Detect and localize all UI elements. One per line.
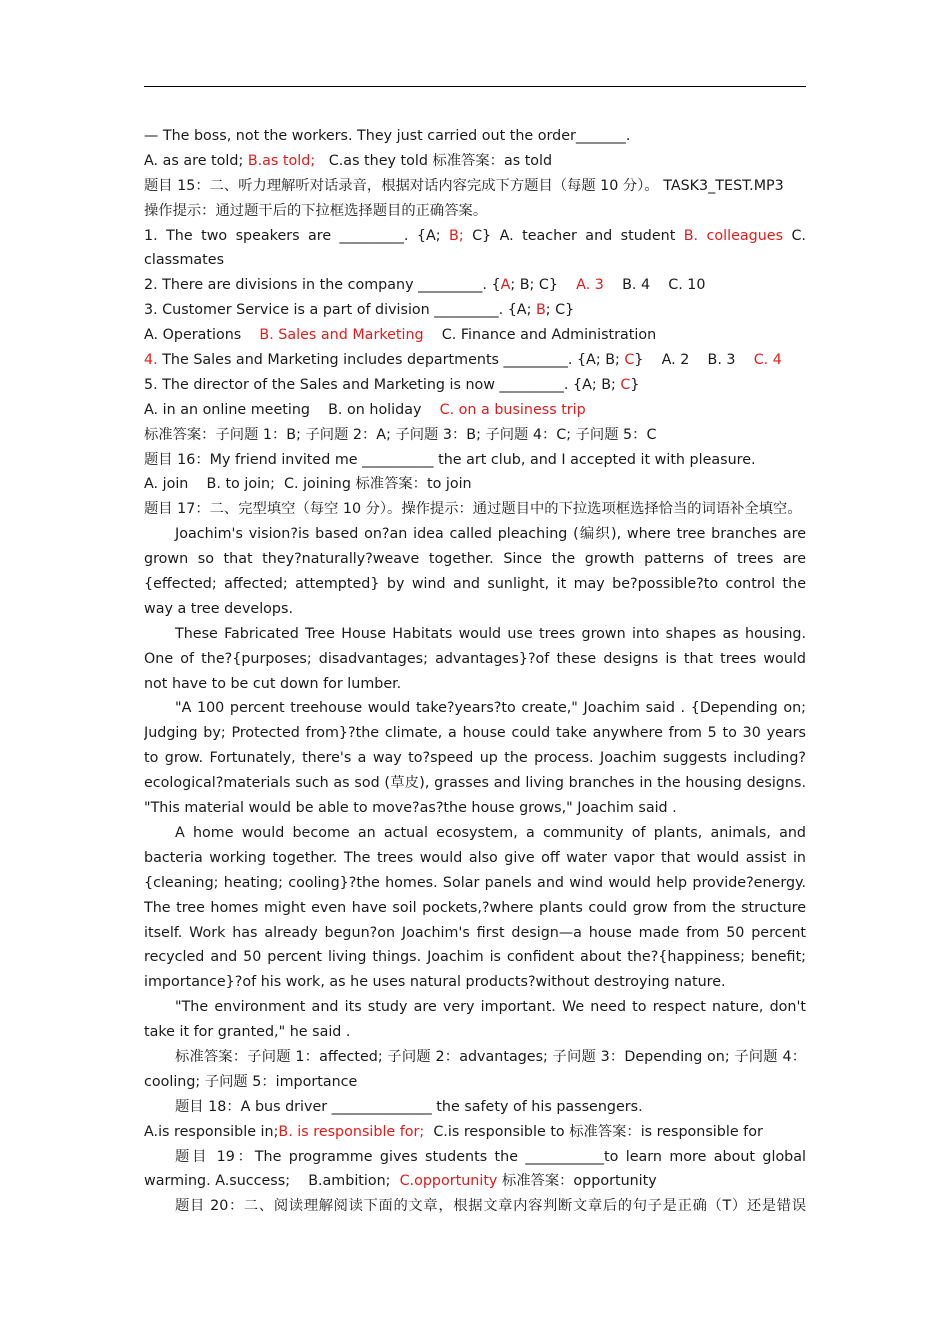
text-span: } <box>630 376 640 393</box>
text-span: The tree homes might even have soil pockets,?where plants could grow from the structure <box>144 899 806 916</box>
text-span: way a tree develops. <box>144 600 293 617</box>
text-line <box>144 995 806 1020</box>
text-span: C.as they told 标准答案：as told <box>315 152 553 169</box>
text-line <box>144 448 806 473</box>
answer-highlight: C <box>620 376 631 393</box>
text-span: take it for granted," he said . <box>144 1024 351 1041</box>
text-line <box>144 1095 806 1120</box>
text-span: 2. There are divisions in the company _________. { <box>144 277 501 294</box>
text-span: 题目 20：二、阅读理解阅读下面的文章，根据文章内容判断文章后的句子是正确（T）还是错误 <box>175 1198 806 1215</box>
answer-highlight: B.as told; <box>247 152 316 169</box>
text-span: 5. The director of the Sales and Marketing is now _________. {A; B; <box>144 376 621 393</box>
text-span: Judging by; Protected from}?the climate, a house could take anywhere from 5 to 30 years <box>144 725 806 742</box>
text-span: 1. The two speakers are _________. {A; <box>144 227 450 244</box>
text-span: A. Operations <box>144 327 260 344</box>
text-span: {effected; affected; attempted} by wind and sunlight, it may be?possible?to control the <box>144 576 806 593</box>
text-line <box>144 970 806 995</box>
text-line <box>144 199 806 224</box>
text-span: } A. 2 B. 3 <box>634 352 754 369</box>
text-span: Joachim's vision?is based on?an idea called pleaching (编织), where tree branches are <box>175 526 806 543</box>
text-span: 3. Customer Service is a part of division _________. {A; <box>144 302 536 319</box>
text-span: "This material would be able to move?as?the house grows," Joachim said . <box>144 800 677 817</box>
text-line <box>144 796 806 821</box>
text-line <box>144 547 806 572</box>
text-span: "A 100 percent treehouse would take?years?to create," Joachim said . {Depending on; <box>175 700 806 717</box>
text-span: 标准答案：子问题 1：affected; 子问题 2：advantages; 子问题 3：Depending on; 子问题 4： <box>175 1048 806 1065</box>
answer-highlight: C. on a business trip <box>439 401 586 418</box>
answer-highlight: B. is responsible for; <box>278 1123 425 1140</box>
text-span: {cleaning; heating; cooling}?the homes. Solar panels and wind would help provide?energy. <box>144 874 806 891</box>
text-span: 题目 18：A bus driver ______________ the safety of his passengers. <box>175 1098 643 1115</box>
text-line <box>144 572 806 597</box>
text-line <box>144 647 806 672</box>
text-line <box>144 298 806 323</box>
text-span: ecological?materials such as sod (草皮), grasses and living branches in the housing designs. <box>144 775 806 792</box>
answer-highlight: B. colleagues <box>683 227 784 244</box>
answer-highlight: B. Sales and Marketing <box>259 327 424 344</box>
answer-highlight: A. 3 <box>576 277 604 294</box>
text-span: C} A. teacher and student <box>463 227 684 244</box>
text-line <box>144 696 806 721</box>
text-line <box>144 224 806 249</box>
document-body <box>144 124 806 1219</box>
text-span: These Fabricated Tree House Habitats would use trees grown into shapes as housing. <box>175 625 806 642</box>
text-line <box>144 273 806 298</box>
text-span: itself. Work has already begun?on Joachim's first design—a house made from 50 percent <box>144 924 806 941</box>
text-line <box>144 423 806 448</box>
text-span: grown so that they?naturally?weave together. Since the growth patterns of trees are <box>144 551 806 568</box>
text-line <box>144 174 806 199</box>
text-line <box>144 323 806 348</box>
text-span: 操作提示：通过题干后的下拉框选择题目的正确答案。 <box>144 202 488 219</box>
text-span: importance}?of his work, as he uses natural products?without destroying nature. <box>144 974 726 991</box>
text-line <box>144 597 806 622</box>
text-span: A. join B. to join; C. joining 标准答案：to join <box>144 476 472 493</box>
text-span: "The environment and its study are very important. We need to respect nature, don't <box>175 999 806 1016</box>
answer-highlight: A <box>500 277 511 294</box>
text-span: A. in an online meeting B. on holiday <box>144 401 440 418</box>
text-line <box>144 846 806 871</box>
text-span: One of the?{purposes; disadvantages; advantages}?of these designs is that trees would <box>144 650 806 667</box>
text-span: — The boss, not the workers. They just carried out the order_______. <box>144 128 631 144</box>
text-line <box>144 921 806 946</box>
text-span: C.is responsible to 标准答案：is responsible for <box>424 1123 763 1140</box>
text-span: not have to be cut down for lumber. <box>144 675 402 692</box>
text-line <box>144 373 806 398</box>
text-span: 题目 16：My friend invited me __________ the art club, and I accepted it with pleasure. <box>144 451 756 468</box>
text-line <box>144 497 806 522</box>
text-line <box>144 1145 806 1170</box>
text-span: warming. A.success; B.ambition; <box>144 1173 400 1190</box>
text-span: A.is responsible in; <box>144 1123 279 1140</box>
answer-highlight: B <box>535 302 546 319</box>
text-line <box>144 1120 806 1145</box>
answer-highlight: C <box>624 352 635 369</box>
answer-highlight: C. 4 <box>753 352 782 369</box>
text-span: 题目 15：二、听力理解听对话录音，根据对话内容完成下方题目（每题 10 分）。 TASK3_TEST.MP3 <box>144 177 784 194</box>
text-line <box>144 721 806 746</box>
text-line <box>144 821 806 846</box>
text-span: C. <box>783 227 806 244</box>
text-span: 标准答案：opportunity <box>497 1173 657 1190</box>
text-span: ; C} <box>545 302 575 319</box>
answer-highlight: B; <box>449 227 464 244</box>
text-span: B. 4 C. 10 <box>603 277 706 294</box>
text-span: 题目 19：The programme gives students the ___________to learn more about global <box>175 1148 806 1165</box>
text-span: recycled and 50 percent living things. Joachim is confident about the?{happiness; benefit; <box>144 949 806 966</box>
answer-highlight: C.opportunity <box>399 1173 498 1190</box>
text-line <box>144 149 806 174</box>
text-line <box>144 672 806 697</box>
text-span: 标准答案：子问题 1：B; 子问题 2：A; 子问题 3：B; 子问题 4：C; 子问题 5：C <box>144 426 657 443</box>
text-span: bacteria working together. The trees would also give off water vapor that would assist in <box>144 849 806 866</box>
text-line <box>144 348 806 373</box>
text-line <box>144 622 806 647</box>
header-rule <box>144 86 806 87</box>
text-line <box>144 1020 806 1045</box>
text-span: A home would become an actual ecosystem, a community of plants, animals, and <box>175 824 806 841</box>
text-span: ; B; C} <box>510 277 577 294</box>
text-line <box>144 896 806 921</box>
text-line <box>144 522 806 547</box>
text-line <box>144 1045 806 1070</box>
text-span: cooling; 子问题 5：importance <box>144 1073 358 1090</box>
answer-highlight: 4. <box>144 352 158 369</box>
text-span: The Sales and Marketing includes departments _________. {A; B; <box>157 352 625 369</box>
text-line <box>144 945 806 970</box>
text-span: 题目 17：二、完型填空（每空 10 分）。操作提示：通过题目中的下拉选项框选择恰当的词语补全填空。 <box>144 501 802 518</box>
text-line <box>144 1169 806 1194</box>
text-line <box>144 398 806 423</box>
text-line <box>144 472 806 497</box>
text-line <box>144 771 806 796</box>
text-span: C. Finance and Administration <box>423 327 657 344</box>
text-line <box>144 1070 806 1095</box>
text-span: to grow. Fortunately, there's a way to?speed up the process. Joachim suggests including? <box>144 750 806 767</box>
text-line <box>144 746 806 771</box>
text-span: A. as are told; <box>144 152 248 169</box>
text-line <box>144 124 806 149</box>
text-line <box>144 248 806 273</box>
text-line <box>144 871 806 896</box>
text-line <box>144 1194 806 1219</box>
text-span: classmates <box>144 252 225 269</box>
